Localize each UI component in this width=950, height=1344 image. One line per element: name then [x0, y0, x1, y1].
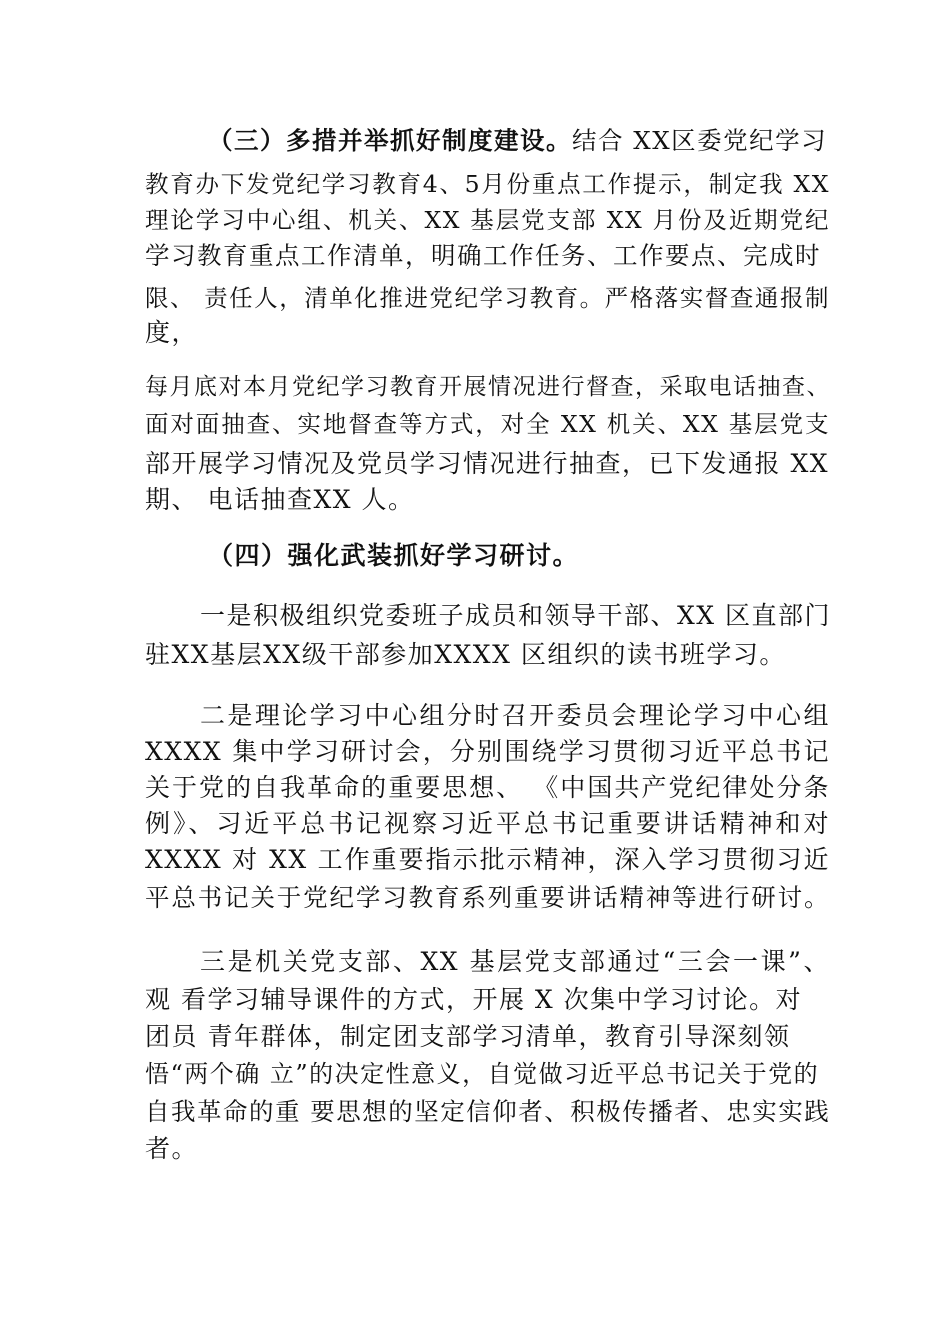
item3-line-5: 者。 [145, 1134, 199, 1163]
section3-heading: （三）多措并举抓好制度建设。 [208, 126, 572, 155]
item1-line-1: 驻XX基层XX级干部参加XXXX 区组织的读书班学习。 [145, 640, 786, 669]
item2-line-3: 例》、习近平总书记视察习近平总书记重要讲话精神和对 [145, 809, 830, 838]
item2-line-1: XXXX 集中学习研讨会，分别围绕学习贯彻习近平总书记 [145, 737, 830, 766]
item2-line-5: 平总书记关于党纪学习教育系列重要讲话精神等进行研讨。 [145, 883, 830, 912]
section3-line-0: 结合 XX区委党纪学习 [572, 126, 828, 155]
item3-line-2: 团员 青年群体，制定团支部学习清单，教育引导深刻领 [145, 1022, 791, 1051]
section3-line-4: 限、 责任人，清单化推进党纪学习教育。严格落实督查通报制 [145, 284, 830, 312]
item2-line-0: 二是理论学习中心组分时召开委员会理论学习中心组 [200, 701, 830, 730]
item3-line-1: 观 看学习辅导课件的方式，开展 X 次集中学习讨论。对 [145, 985, 803, 1014]
section3-line-3: 学习教育重点工作清单，明确工作任务、工作要点、完成时 [145, 241, 821, 270]
section3-line-2: 理论学习中心组、机关、XX 基层党支部 XX 月份及近期党纪 [145, 206, 830, 234]
section3-para2-line-1: 面对面抽查、实地督查等方式，对全 XX 机关、XX 基层党支 [145, 410, 830, 438]
section3-para2-line-0: 每月底对本月党纪学习教育开展情况进行督查，采取电话抽查、 [145, 374, 831, 400]
item2-line-4: XXXX 对 XX 工作重要指示批示精神，深入学习贯彻习近 [145, 845, 830, 874]
section3-first-line [208, 126, 830, 156]
section3-line-1: 教育办下发党纪学习教育4、5月份重点工作提示，制定我 XX [145, 170, 830, 198]
item3-line-0: 三是机关党支部、XX 基层党支部通过“三会一课”、 [200, 947, 830, 976]
item3-line-4: 自我革命的重 要思想的坚定信仰者、积极传播者、忠实实践 [145, 1097, 831, 1126]
section3-para2-line-3: 期、 电话抽查XX 人。 [145, 485, 415, 514]
section3-line-5: 度， [145, 318, 199, 347]
section3-para2-line-2: 部开展学习情况及党员学习情况进行抽查，已下发通报 XX [145, 449, 830, 478]
item1-line-0: 一是积极组织党委班子成员和领导干部、XX 区直部门 [200, 601, 832, 630]
item2-line-2: 关于党的自我革命的重要思想、 《中国共产党纪律处分条 [145, 773, 830, 802]
item3-line-3: 悟“两个确 立”的决定性意义，自觉做习近平总书记关于党的 [145, 1060, 820, 1088]
section4-heading: （四）强化武装抓好学习研讨。 [208, 541, 580, 570]
